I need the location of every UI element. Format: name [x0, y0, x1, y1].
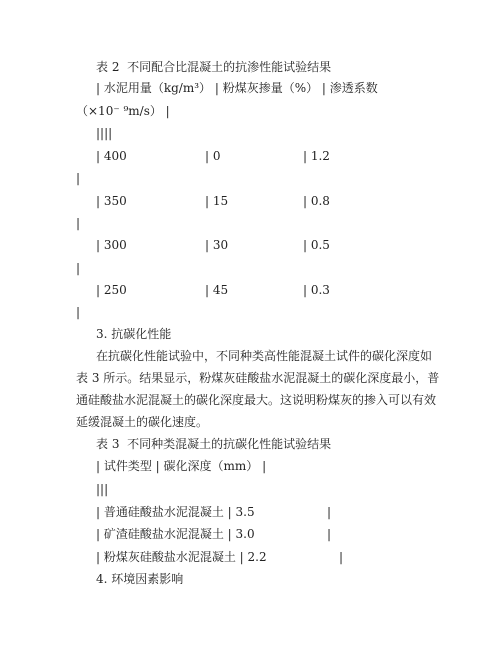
coef-cell: | 1.2: [303, 149, 330, 163]
row-tail: |: [327, 527, 332, 541]
flyash-cell: | 45: [205, 283, 229, 297]
row-tail: |: [327, 505, 332, 519]
cement-cell: | 300: [96, 238, 127, 252]
table2-separator: ||||: [96, 126, 113, 140]
paragraph-line: 延缓混凝土的碳化速度。: [76, 415, 209, 429]
coef-cell: | 0.8: [303, 194, 330, 208]
flyash-cell: | 0: [205, 149, 221, 163]
section3-heading: 3. 抗碳化性能: [96, 327, 172, 341]
row-tail: |: [76, 171, 81, 185]
table3-caption: 表 3 不同种类混凝土的抗碳化性能试验结果: [96, 437, 332, 451]
cement-cell: | 350: [96, 194, 127, 208]
section4-heading: 4. 环境因素影响: [96, 572, 184, 586]
type-cell: | 粉煤灰硅酸盐水泥混凝土 | 2.2: [96, 550, 267, 564]
table2-caption: 表 2 不同配合比混凝土的抗渗性能试验结果: [96, 60, 332, 74]
cement-cell: | 250: [96, 283, 127, 297]
coef-cell: | 0.3: [303, 283, 330, 297]
coef-cell: | 0.5: [303, 238, 330, 252]
table2-header-line1: | 水泥用量（kg/m³） | 粉煤灰掺量（%） | 渗透系数: [96, 81, 378, 95]
type-cell: | 矿渣硅酸盐水泥混凝土 | 3.0: [96, 527, 255, 541]
table3-header: | 试件类型 | 碳化深度（mm） |: [96, 459, 267, 473]
cement-cell: | 400: [96, 149, 127, 163]
flyash-cell: | 30: [205, 238, 229, 252]
flyash-cell: | 15: [205, 194, 229, 208]
type-cell: | 普通硅酸盐水泥混凝土 | 3.5: [96, 505, 255, 519]
table2-header-line2: （×10⁻ ⁹m/s） |: [76, 104, 170, 118]
paragraph-line: 在抗碳化性能试验中，不同种类高性能混凝土试件的碳化深度如: [96, 349, 433, 363]
paragraph-line: 通硅酸盐水泥混凝土的碳化深度最大。这说明粉煤灰的掺入可以有效: [76, 393, 437, 407]
table3-separator: |||: [96, 482, 109, 496]
row-tail: |: [76, 261, 81, 275]
row-tail: |: [76, 216, 81, 230]
row-tail: |: [76, 305, 81, 319]
paragraph-line: 表 3 所示。结果显示，粉煤灰硅酸盐水泥混凝土的碳化深度最小，普: [76, 371, 440, 385]
row-tail: |: [339, 550, 344, 564]
